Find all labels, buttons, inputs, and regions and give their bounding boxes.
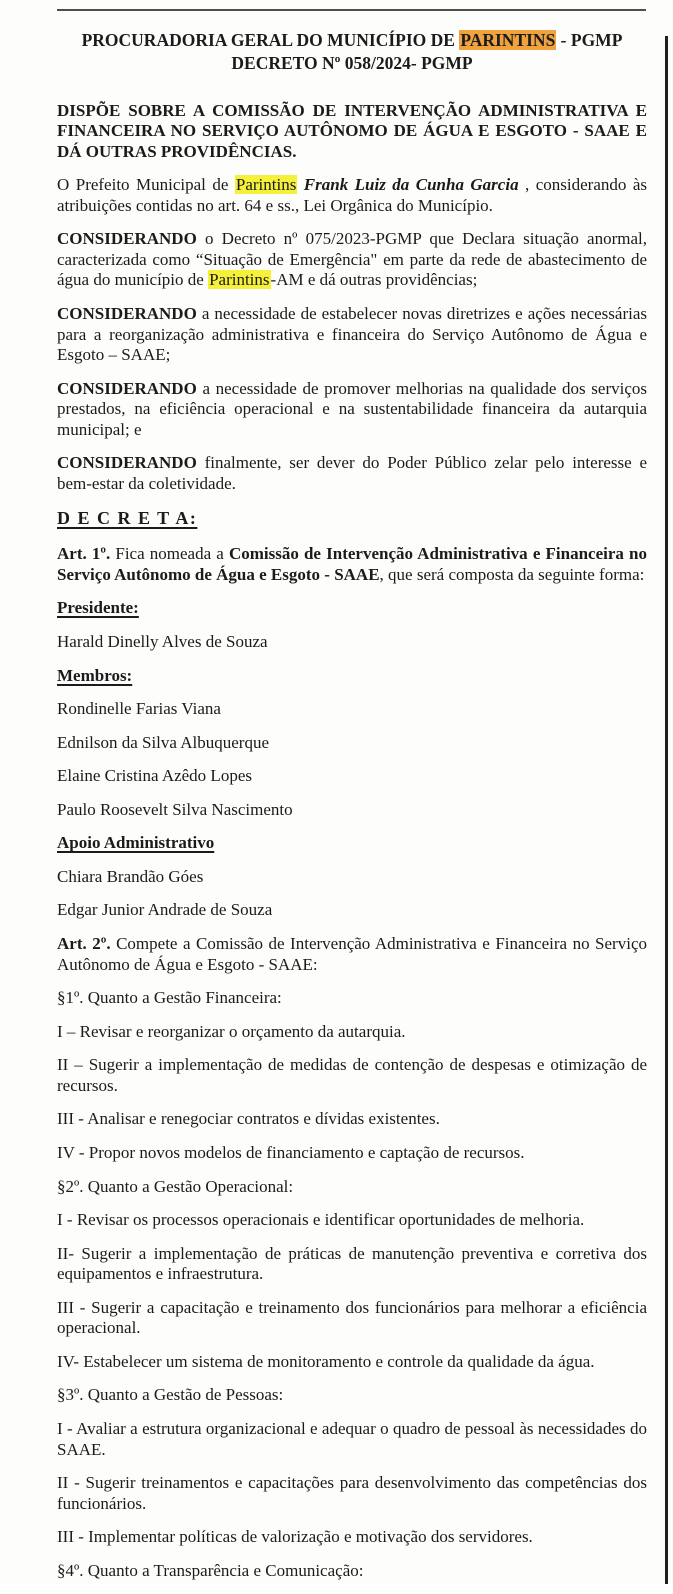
page-top-rule (57, 9, 646, 11)
text-segment: o Decreto nº 075/2023-PGMP que Declara situação anormal, caracterizada como “Situação de Emergência" em parte da rede de abastecimento de água do município de (57, 229, 647, 290)
text-segment: Ednilson da Silva Albuquerque (57, 732, 270, 752)
text-segment: II- Sugerir a implementação de práticas de manutenção preventiva e corretiva dos equipamentos e infraestrutura. (57, 1243, 647, 1284)
document-title-line-2: DECRETO Nº 058/2024- PGMP (231, 52, 473, 73)
text-segment: Apoio Administrativo (57, 833, 215, 853)
title-text-post: - PGMP (556, 30, 623, 50)
paragraph-2-gestao-operacional (57, 1177, 647, 1198)
text-segment: CONSIDERANDO (57, 229, 197, 249)
item-2-2 (57, 1244, 647, 1285)
document-page (57, 29, 647, 1594)
decreta-heading (57, 508, 647, 530)
text-segment: §4º. Quanto a Transparência e Comunicação: (57, 1560, 364, 1580)
text-segment: Membros: (57, 665, 133, 685)
text-segment: II – Sugerir a implementação de medidas de contenção de despesas e otimização de recursos. (57, 1055, 647, 1095)
text-segment: a necessidade de promover melhorias na qualidade dos serviços prestados, na eficiência operacional e na sustentabilidade financeira da autarquia municipal; e (57, 378, 647, 439)
highlight-orange-parintins: PARINTINS (460, 30, 556, 50)
document-title-line-1 (57, 29, 647, 52)
member-name-rondinelle (57, 699, 647, 720)
text-segment: a necessidade de estabelecer novas diretrizes e ações necessárias para a reorganização administrativa e financeira do Serviço Autônomo de Água e Esgoto – SAAE; (57, 304, 647, 365)
text-segment: IV- Estabelecer um sistema de monitoramento e controle da qualidade da água. (57, 1351, 595, 1371)
member-name-chiara (57, 867, 647, 888)
text-segment: CONSIDERANDO (57, 304, 197, 323)
text-segment: D E C R E T A: (57, 507, 198, 528)
text-segment: I - Avaliar a estrutura organizacional e adequar o quadro de pessoal às necessidades do SAAE. (57, 1419, 647, 1459)
text-segment: , que será composta da seguinte forma: (379, 564, 645, 584)
document-body (57, 101, 647, 1582)
item-2-1 (57, 1210, 647, 1231)
text-segment: Rondinelle Farias Viana (57, 699, 221, 719)
text-segment: CONSIDERANDO (57, 453, 197, 473)
paragraph-1-gestao-financeira (57, 988, 647, 1009)
member-name-edgar (57, 900, 647, 921)
text-segment: I – Revisar e reorganizar o orçamento da autarquia. (57, 1021, 406, 1041)
page-right-edge-line (665, 36, 668, 1584)
title-text-pre: PROCURADORIA GERAL DO MUNICÍPIO DE (81, 30, 460, 50)
text-segment: III - Implementar políticas de valorização e motivação dos servidores. (57, 1527, 533, 1547)
text-segment: Art. 1º. (57, 544, 111, 564)
subhead-apoio-administrativo (57, 833, 647, 854)
text-segment: Paulo Roosevelt Silva Nascimento (57, 799, 293, 819)
text-segment: §1º. Quanto a Gestão Financeira: (57, 988, 282, 1008)
item-2-3 (57, 1298, 647, 1339)
text-segment: Presidente: (57, 598, 139, 618)
text-segment: Elaine Cristina Azêdo Lopes (57, 766, 252, 786)
decree-subject-heading (57, 101, 647, 163)
member-name-elaine (57, 766, 647, 787)
text-segment: CONSIDERANDO (57, 378, 197, 398)
member-name-ednilson (57, 733, 647, 754)
text-segment: Edgar Junior Andrade de Souza (57, 900, 273, 920)
article-2 (57, 934, 647, 975)
text-segment: Fica nomeada a (110, 544, 229, 564)
member-name-paulo (57, 800, 647, 821)
considerando-2 (57, 304, 647, 366)
text-segment: Frank Luiz da Cunha Garcia (303, 175, 519, 195)
document-header (57, 29, 647, 75)
intro-paragraph (57, 175, 647, 216)
item-1-4 (57, 1143, 647, 1164)
item-1-3 (57, 1109, 647, 1130)
article-1 (57, 544, 647, 585)
item-1-2 (57, 1055, 647, 1096)
member-name-harald (57, 632, 647, 653)
text-segment: O Prefeito Municipal de (57, 175, 235, 195)
text-segment: finalmente, ser dever do Poder Público zelar pelo interesse e bem-estar da coletividade. (57, 453, 647, 493)
considerando-1 (57, 229, 647, 291)
subhead-membros (57, 666, 647, 687)
item-3-1 (57, 1419, 647, 1460)
paragraph-3-gestao-de-pessoas (57, 1385, 647, 1406)
text-segment: , considerando às atribuições contidas no art. 64 e ss., Lei Orgânica do Município. (57, 175, 648, 215)
highlight-yellow: Parintins (235, 175, 297, 195)
considerando-4 (57, 453, 647, 494)
subhead-presidente (57, 598, 647, 619)
item-1-1 (57, 1022, 647, 1043)
text-segment: III - Analisar e renegociar contratos e dívidas existentes. (57, 1109, 440, 1129)
text-segment: §3º. Quanto a Gestão de Pessoas: (57, 1385, 284, 1405)
text-segment: Compete a Comissão de Intervenção Administrativa e Financeira no Serviço Autônomo de Água e Esgoto - SAAE: (57, 934, 647, 974)
text-segment: IV - Propor novos modelos de financiamento e captação de recursos. (57, 1142, 525, 1162)
text-segment: Harald Dinelly Alves de Souza (57, 631, 268, 651)
text-segment: III - Sugerir a capacitação e treinamento dos funcionários para melhorar a eficiência operacional. (57, 1297, 647, 1338)
item-3-3 (57, 1527, 647, 1548)
paragraph-4-transparencia (57, 1561, 647, 1582)
text-segment: II - Sugerir treinamentos e capacitações para desenvolvimento das competências dos funcionários. (57, 1473, 647, 1513)
text-segment: Chiara Brandão Góes (57, 866, 204, 886)
text-segment: §2º. Quanto a Gestão Operacional: (57, 1176, 294, 1196)
text-segment: -AM e dá outras providências; (270, 270, 478, 290)
text-segment: I - Revisar os processos operacionais e identificar oportunidades de melhoria. (57, 1210, 585, 1230)
highlight-yellow: Parintins (209, 270, 270, 290)
item-2-4 (57, 1352, 647, 1373)
text-segment: DISPÕE SOBRE A COMISSÃO DE INTERVENÇÃO ADMINISTRATIVA E FINANCEIRA NO SERVIÇO AUTÔNOMO DE ÁGUA E ESGOTO - SAAE E DÁ OUTRAS PROVIDÊNCIAS. (57, 100, 647, 161)
item-3-2 (57, 1473, 647, 1514)
considerando-3 (57, 379, 647, 441)
text-segment: Comissão de Intervenção Administrativa e Financeira no Serviço Autônomo de Água e Esgoto - SAAE (57, 544, 647, 584)
text-segment: Art. 2º. (57, 934, 111, 954)
